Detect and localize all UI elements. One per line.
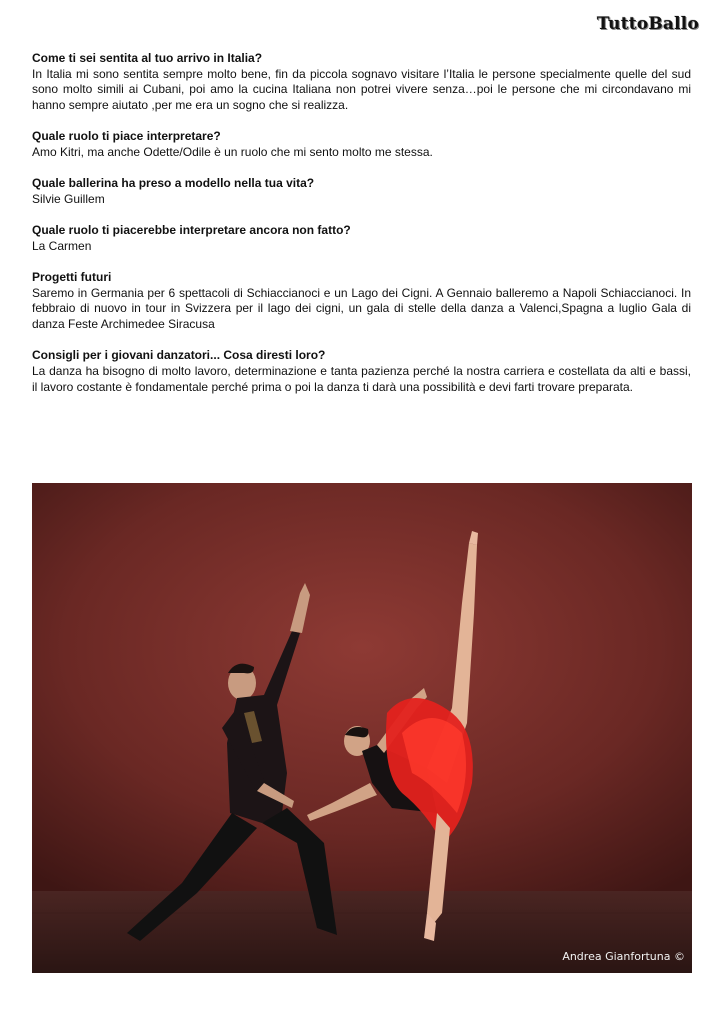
qa-item xyxy=(32,51,691,114)
question: Progetti futuri xyxy=(32,270,112,285)
question: Quale ruolo ti piace interpretare? xyxy=(32,129,221,144)
question: Quale ruolo ti piacerebbe interpretare ancora non fatto? xyxy=(32,223,351,238)
answer: Saremo in Germania per 6 spettacoli di Schiaccianoci e un Lago dei Cigni. A Gennaio balleremo a Napoli Schiaccianoci. In febbraio di nuovo in tour in Svizzera per il lago dei cigni, un gala di stelle della danza a Valenci,Spagna a luglio Gala di danza Feste Archimedee Siracusa xyxy=(32,285,691,332)
question: Come ti sei sentita al tuo arrivo in Italia? xyxy=(32,51,263,65)
answer: La Carmen xyxy=(32,238,92,253)
qa-item xyxy=(32,348,691,395)
photo-credit: Andrea Gianfortuna © xyxy=(562,950,685,963)
question: Consigli per i giovani danzatori... Cosa diresti loro? xyxy=(32,348,326,363)
qa-item xyxy=(32,129,691,160)
interview-body xyxy=(32,51,691,411)
ballet-photo xyxy=(32,483,692,973)
qa-item xyxy=(32,270,691,333)
answer: La danza ha bisogno di molto lavoro, determinazione e tanta pazienza perché la nostra carriera e costellata da alti e bassi, il lavoro costante è fondamentale perché prima o poi la danza ti darà una possibilità e devi farti trovare preparata. xyxy=(32,364,691,394)
qa-item xyxy=(32,176,691,207)
tuttoballo-logo: TuttoBallo xyxy=(596,14,699,34)
answer: In Italia mi sono sentita sempre molto bene, fin da piccola sognavo visitare l’Italia le persone specialmente quelle del sud sono molto simili ai Cubani, poi amo la cucina Italiana non potrei vivere senza…poi le persone che mi circondavano mi hanno sempre aiutato ,per me era un sogno che si realizza. xyxy=(32,66,691,113)
answer: Silvie Guillem xyxy=(32,191,105,206)
backdrop xyxy=(32,483,692,893)
question: Quale ballerina ha preso a modello nella tua vita? xyxy=(32,176,315,191)
qa-item xyxy=(32,223,691,254)
ballet-dancers-illustration xyxy=(32,483,692,973)
answer: Amo Kitri, ma anche Odette/Odile è un ruolo che mi sento molto me stessa. xyxy=(32,145,433,160)
